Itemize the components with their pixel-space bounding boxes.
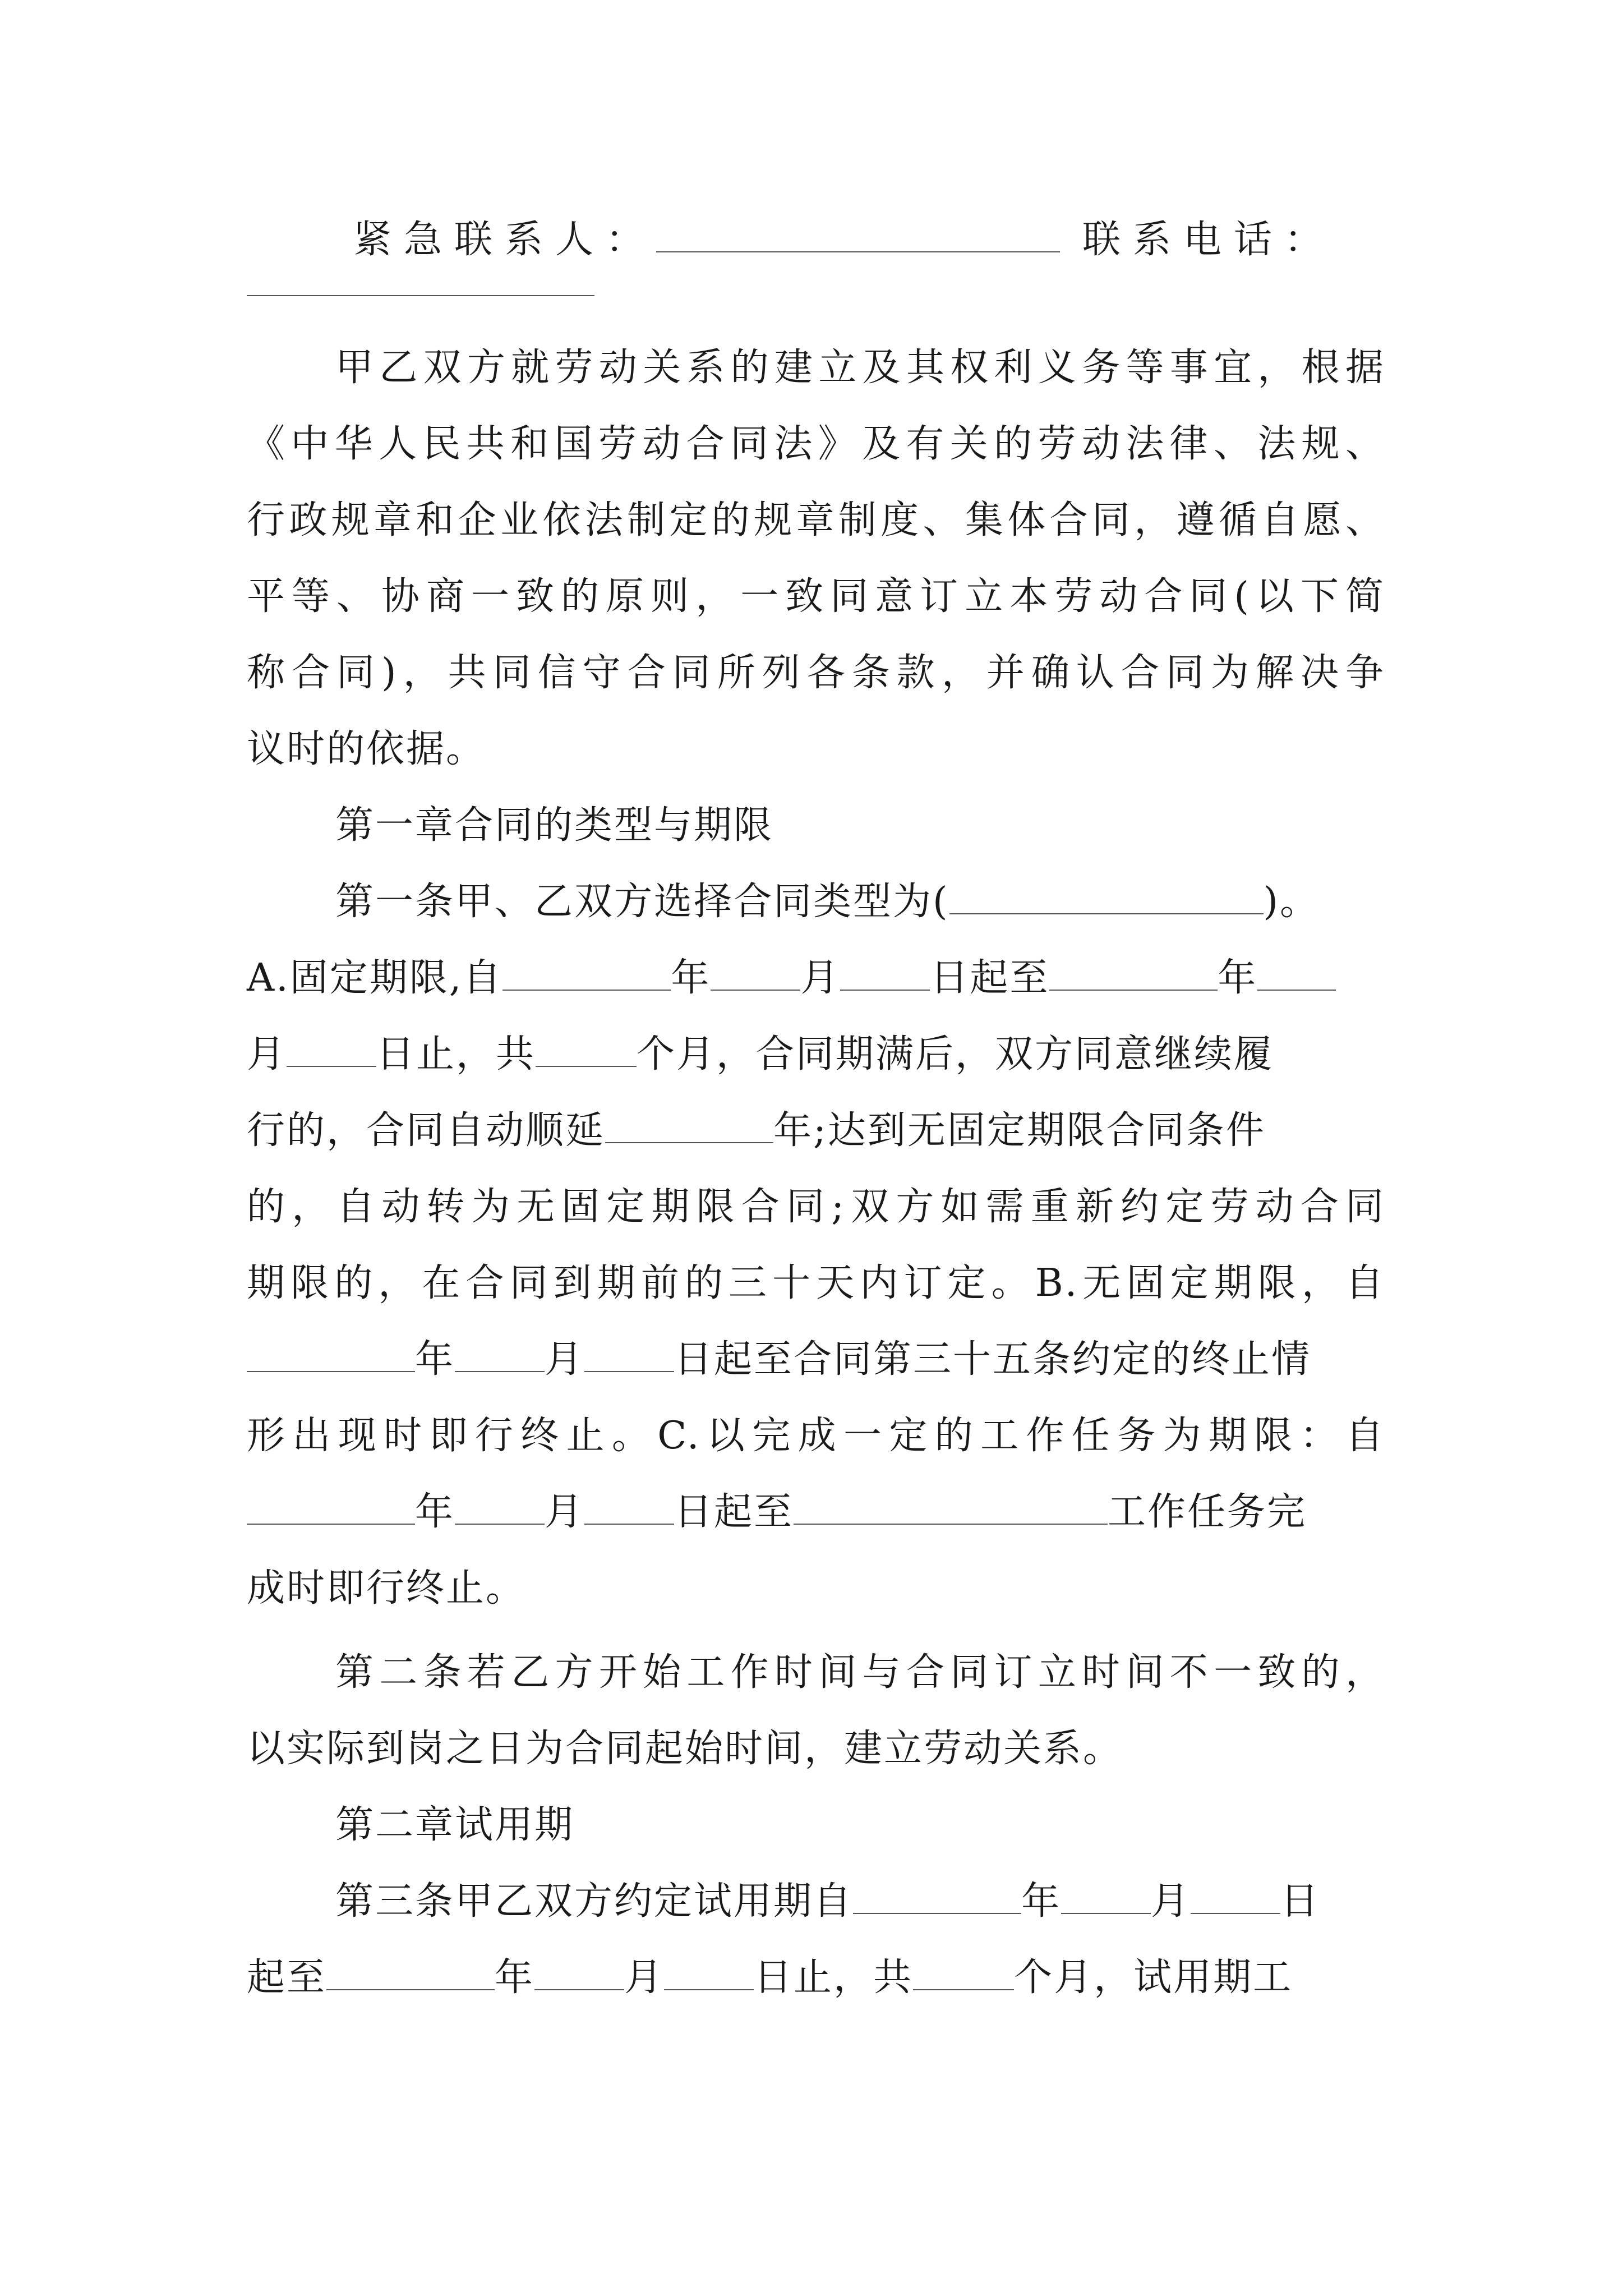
- text-segment: 行的，合同自动顺延: [247, 1108, 606, 1153]
- phone-label: 联系电话：: [1082, 218, 1335, 262]
- preamble-line: 议时的依据。: [247, 727, 486, 771]
- text-segment: 工作任务完: [1108, 1490, 1307, 1534]
- probation-start-day-field[interactable]: [1191, 1884, 1280, 1914]
- contact-row: [247, 202, 1385, 278]
- article-1-line: [247, 1093, 1385, 1169]
- end-month-field[interactable]: [1257, 960, 1336, 991]
- preamble-line: 平等、协商一致的原则，一致同意订立本劳动合同(以下简: [247, 574, 1385, 619]
- article-2-line: 以实际到岗之日为合同起始时间，建立劳动关系。: [247, 1727, 1123, 1771]
- preamble: [247, 330, 1385, 788]
- text-segment: )。: [1263, 880, 1320, 924]
- probation-months-field[interactable]: [913, 1960, 1014, 1990]
- task-start-month-field[interactable]: [455, 1494, 545, 1525]
- months-field[interactable]: [536, 1037, 637, 1067]
- text-segment: 日: [1280, 1879, 1321, 1924]
- article-3-line: [247, 1864, 1385, 1940]
- article-1-line: [247, 1474, 1385, 1550]
- open-start-day-field[interactable]: [584, 1342, 674, 1372]
- text-segment: 日起至: [674, 1490, 794, 1534]
- start-day-field[interactable]: [840, 960, 930, 991]
- text-segment: 月: [1151, 1879, 1191, 1924]
- text-segment: A.固定期限,自: [247, 956, 503, 1000]
- task-start-day-field[interactable]: [584, 1494, 674, 1525]
- article-1-line: 成时即行终止。: [247, 1566, 526, 1611]
- text-segment: 月: [624, 1955, 665, 2000]
- article-1-line: 期限的，在合同到期前的三十天内订定。B.无固定期限，自: [247, 1261, 1385, 1305]
- article-3-line: [247, 1940, 1385, 2016]
- probation-end-year-field[interactable]: [326, 1960, 495, 1990]
- text-segment: 起至: [247, 1955, 327, 2000]
- emergency-contact-field[interactable]: [656, 222, 1060, 252]
- text-segment: 日止，共: [754, 1955, 914, 2000]
- end-year-field[interactable]: [1049, 960, 1218, 991]
- phone-field[interactable]: [247, 295, 594, 296]
- probation-end-month-field[interactable]: [534, 1960, 624, 1990]
- text-segment: 月: [545, 1490, 585, 1534]
- probation-start-month-field[interactable]: [1061, 1884, 1151, 1914]
- text-segment: 年;达到无固定期限合同条件: [773, 1108, 1266, 1153]
- text-segment: 年: [415, 1337, 455, 1382]
- article-1-line: [247, 1016, 1385, 1093]
- text-segment: 月: [247, 1032, 287, 1076]
- chapter-2-title: 第二章试用期: [335, 1803, 575, 1847]
- article-1: [247, 864, 1385, 1627]
- start-year-field[interactable]: [502, 960, 671, 991]
- text-segment: 年: [415, 1490, 455, 1534]
- open-start-year-field[interactable]: [247, 1342, 415, 1372]
- probation-start-year-field[interactable]: [853, 1884, 1021, 1914]
- text-segment: 年: [495, 1955, 535, 2000]
- article-1-line: [247, 940, 1385, 1016]
- text-segment: 年: [671, 956, 711, 1000]
- article-1-line: 的，自动转为无固定期限合同;双方如需重新约定劳动合同: [247, 1185, 1385, 1229]
- chapter-1-title: 第一章合同的类型与期限: [335, 803, 774, 848]
- article-3: [247, 1864, 1385, 2016]
- text-segment: 个月，合同期满后，双方同意继续履: [637, 1032, 1274, 1076]
- open-start-month-field[interactable]: [455, 1342, 545, 1372]
- preamble-line: 称合同)，共同信守合同所列各条款，并确认合同为解决争: [247, 651, 1385, 695]
- text-segment: 年: [1218, 956, 1258, 1000]
- task-name-field[interactable]: [794, 1494, 1108, 1525]
- renewal-years-field[interactable]: [605, 1113, 773, 1143]
- article-2-line: 第二条若乙方开始工作时间与合同订立时间不一致的，: [335, 1650, 1385, 1695]
- task-start-year-field[interactable]: [247, 1494, 415, 1525]
- text-segment: 月: [545, 1337, 585, 1382]
- text-segment: 个月，试用期工: [1014, 1955, 1293, 2000]
- contract-page: [247, 202, 1385, 2016]
- text-segment: 年: [1021, 1879, 1062, 1924]
- end-day-field[interactable]: [287, 1037, 376, 1067]
- probation-end-day-field[interactable]: [664, 1960, 754, 1990]
- preamble-line: 行政规章和企业依法制定的规章制度、集体合同，遵循自愿、: [247, 498, 1385, 542]
- contract-type-field[interactable]: [949, 884, 1264, 914]
- text-segment: 日止，共: [376, 1032, 536, 1076]
- preamble-line: 甲乙双方就劳动关系的建立及其权利义务等事宜，根据: [335, 346, 1385, 390]
- text-segment: 第一条甲、乙双方选择合同类型为(: [335, 880, 949, 924]
- start-month-field[interactable]: [711, 960, 800, 991]
- text-segment: 日起至合同第三十五条约定的终止情: [674, 1337, 1312, 1382]
- text-segment: 日起至: [930, 956, 1050, 1000]
- text-segment: 月: [800, 956, 841, 1000]
- article-1-line: 形出现时即行终止。C.以完成一定的工作任务为期限：自: [247, 1414, 1385, 1458]
- preamble-line: 《中华人民共和国劳动合同法》及有关的劳动法律、法规、: [247, 422, 1385, 466]
- text-segment: 第三条甲乙双方约定试用期自: [335, 1879, 854, 1924]
- article-1-line: [247, 1322, 1385, 1398]
- article-1-line: [247, 864, 1385, 940]
- article-2: [247, 1635, 1385, 1787]
- emergency-contact-label: 紧急联系人：: [353, 218, 657, 262]
